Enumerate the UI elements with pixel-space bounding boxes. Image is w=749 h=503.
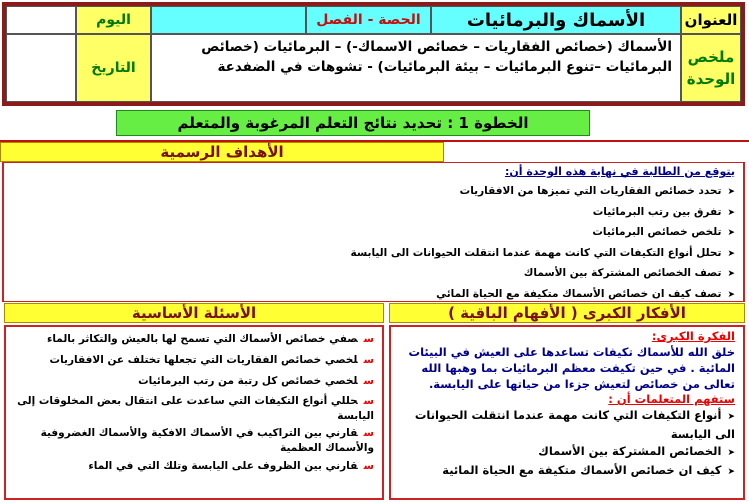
official-goals-title-box [0, 140, 749, 162]
bullet-arrow-icon: ➤ [727, 289, 735, 300]
essential-questions-header [4, 303, 384, 323]
bullet-arrow-icon: ➤ [727, 187, 735, 197]
understanding-item: ➤كيف ان خصائص الأسماك متكيفة مع الحياة المائية [442, 463, 735, 477]
question-item: سحللي أنواع التكيفات التي ساعدت على انتقال بعض المخلوقات إلى اليابسة [17, 395, 374, 422]
date-value-cell [6, 34, 76, 102]
big-ideas-title: الأفكار الكبرى ( الأفهام الباقية ) [448, 304, 686, 322]
goal-item: ➤تفرق بين رتب البرمائيات [592, 205, 735, 218]
bullet-arrow-icon: ➤ [727, 207, 735, 218]
goal-item: ➤تصف كيف ان خصائص الأسماك متكيفة مع الحياة المائي [436, 287, 735, 300]
goal-item: ➤تحدد خصائص الفقاريات التي تميزها من الافقاريات [459, 185, 735, 197]
goal-item: ➤تلخص خصائص البرمائيات [592, 226, 735, 238]
date-label: التاريخ [91, 60, 136, 76]
big-ideas-list [397, 407, 735, 481]
summary-text-cell [151, 34, 681, 102]
question-item: سلخصي خصائص كل رتبة من رتب البرمائيات [138, 375, 374, 387]
bullet-arrow-icon: ➤ [727, 228, 735, 238]
bullet-arrow-icon: ➤ [727, 448, 735, 458]
bullet-arrow-icon: ➤ [727, 467, 735, 477]
essential-questions-panel [4, 325, 384, 500]
understanding-item: ➤الخصائص المشتركة بين الأسماك [538, 444, 735, 458]
question-item: سقارني بين الظروف على اليابسة وتلك التي في الماء [88, 460, 374, 472]
big-ideas-header [389, 303, 745, 323]
day-value-cell [6, 6, 76, 34]
unit-summary: الأسماك (خصائص الفقاريات – خصائص الاسماك-) – البرمائيات (خصائص البرمائيات –تنوع البرمائيات – بيئة البرمائيات) - تشوهات في الضفدعة [201, 39, 672, 75]
summary-label: ملخص الوحدة [686, 48, 736, 88]
essential-questions-title: الأسئلة الأساسية [131, 304, 257, 322]
goal-item: ➤تصف الخصائص المشتركة بين الأسماك [523, 267, 735, 279]
official-goals-panel [2, 162, 745, 302]
big-idea-label: الفكرة الكبرى: [651, 329, 735, 343]
official-goals-title-bar [0, 142, 444, 162]
question-item: سصفي خصائص الأسماك التي تسمح لها بالعيش والتكاثر بالماء [46, 333, 374, 345]
title-label-cell [681, 6, 741, 34]
big-ideas-panel [389, 325, 745, 500]
step-1-text: الخطوة 1 : تحديد نتائج التعلم المرغوبة والمتعلم [177, 114, 529, 132]
learners-understand-label: ستفهم المتعلمات أن : [608, 392, 735, 406]
class-label-cell [306, 6, 431, 34]
step-1-banner [116, 110, 590, 136]
question-item: سقارني بين التراكيب في الأسماك الافكية والأسماك الغضروفية والأسماك العظمية [40, 427, 374, 454]
unit-title: الأسماك والبرمائيات [466, 9, 646, 31]
official-goals-title: الأهداف الرسمية [160, 143, 284, 161]
understanding-item: ➤أنواع التكيفات التي كانت مهمة عندما انتقلت الحيوانات الى اليابسة [414, 408, 735, 441]
big-idea-text: خلق الله للأسماك تكيفات تساعدها على العيش في البيئات المائية . في حين تكيفت معظم البرمائيات بما وهبها الله تعالى من خصائص لتعيش جزءا من حياتها على اليابسة. [408, 345, 735, 391]
class-label: الحصة - الفصل [316, 12, 421, 28]
unit-header-frame [2, 2, 745, 106]
day-label-cell [76, 6, 151, 34]
bullet-arrow-icon: ➤ [727, 412, 735, 422]
title-label: العنوان [684, 11, 738, 29]
date-label-cell [76, 34, 151, 102]
official-goals-intro: يتوقع من الطالبة في نهاية هذه الوحدة أن: [504, 165, 735, 178]
official-goals-list [12, 181, 735, 304]
goal-item: ➤تحلل أنواع التكيفات التي كانت مهمة عندما انتقلت الحيوانات الى اليابسة [350, 246, 735, 259]
question-item: سلخصي خصائص الفقاريات التي تجعلها تختلف عن الافقاريات [49, 354, 374, 366]
summary-label-cell [681, 34, 741, 102]
bullet-arrow-icon: ➤ [727, 248, 735, 259]
title-value-cell [431, 6, 681, 34]
class-value-cell [151, 6, 306, 34]
bullet-arrow-icon: ➤ [727, 269, 735, 279]
day-label: اليوم [96, 12, 131, 28]
